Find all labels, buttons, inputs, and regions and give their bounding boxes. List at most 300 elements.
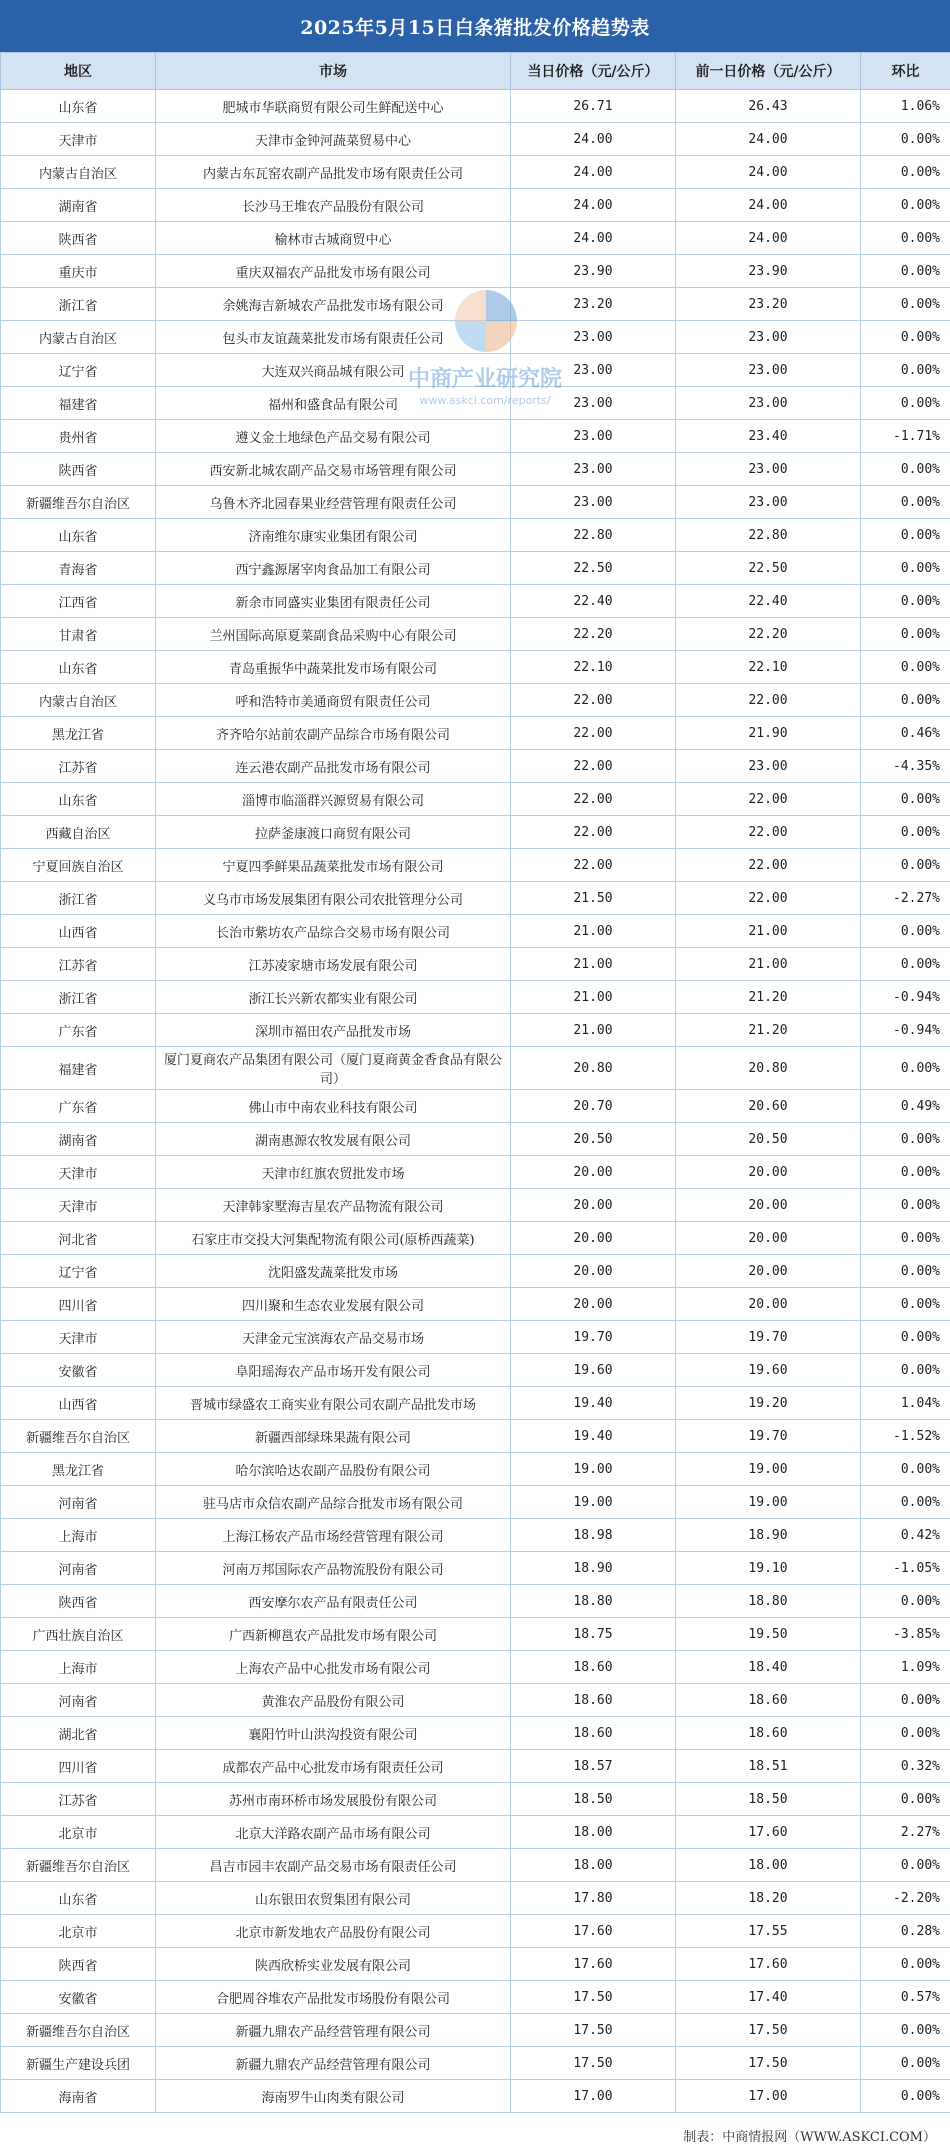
cell-price-today: 17.60 — [511, 1948, 676, 1981]
cell-change: 0.00% — [861, 387, 950, 420]
cell-market: 晋城市绿盛农工商实业有限公司农副产品批发市场 — [156, 1387, 511, 1420]
cell-price-today: 23.00 — [511, 453, 676, 486]
cell-market: 呼和浩特市美通商贸有限责任公司 — [156, 684, 511, 717]
cell-market: 义乌市市场发展集团有限公司农批管理分公司 — [156, 882, 511, 915]
cell-region: 陕西省 — [1, 1585, 156, 1618]
cell-price-previous: 18.00 — [676, 1849, 861, 1882]
table-row — [1, 321, 950, 354]
cell-price-today: 22.50 — [511, 552, 676, 585]
cell-price-previous: 22.00 — [676, 783, 861, 816]
table-row — [1, 354, 950, 387]
cell-price-previous: 24.00 — [676, 156, 861, 189]
cell-price-today: 19.40 — [511, 1387, 676, 1420]
cell-region: 安徽省 — [1, 1981, 156, 2014]
table-row — [1, 1915, 950, 1948]
cell-price-previous: 26.43 — [676, 90, 861, 123]
table-row — [1, 1552, 950, 1585]
cell-change: -1.52% — [861, 1420, 950, 1453]
cell-price-today: 20.00 — [511, 1189, 676, 1222]
cell-price-previous: 18.80 — [676, 1585, 861, 1618]
cell-price-today: 18.50 — [511, 1783, 676, 1816]
cell-change: 0.00% — [861, 1783, 950, 1816]
cell-price-today: 21.50 — [511, 882, 676, 915]
table-row — [1, 1354, 950, 1387]
cell-change: -1.05% — [861, 1552, 950, 1585]
cell-region: 江西省 — [1, 585, 156, 618]
table-row — [1, 1981, 950, 2014]
cell-market: 上海江杨农产品市场经营管理有限公司 — [156, 1519, 511, 1552]
cell-change: 0.00% — [861, 519, 950, 552]
cell-change: 0.00% — [861, 1255, 950, 1288]
cell-price-today: 23.90 — [511, 255, 676, 288]
cell-market: 襄阳竹叶山洪沟投资有限公司 — [156, 1717, 511, 1750]
table-row — [1, 1222, 950, 1255]
table-row — [1, 816, 950, 849]
cell-change: 0.00% — [861, 123, 950, 156]
cell-change: 0.00% — [861, 354, 950, 387]
cell-price-today: 23.00 — [511, 486, 676, 519]
table-row — [1, 1047, 950, 1090]
cell-region: 新疆维吾尔自治区 — [1, 486, 156, 519]
table-row — [1, 255, 950, 288]
cell-price-today: 23.00 — [511, 354, 676, 387]
table-row — [1, 1255, 950, 1288]
cell-region: 甘肃省 — [1, 618, 156, 651]
header-price-previous: 前一日价格（元/公斤） — [676, 53, 861, 90]
table-row — [1, 1288, 950, 1321]
cell-region: 重庆市 — [1, 255, 156, 288]
table-row — [1, 1750, 950, 1783]
cell-market: 新余市同盛实业集团有限责任公司 — [156, 585, 511, 618]
cell-price-today: 18.60 — [511, 1651, 676, 1684]
cell-price-today: 19.60 — [511, 1354, 676, 1387]
cell-price-previous: 18.40 — [676, 1651, 861, 1684]
table-row — [1, 651, 950, 684]
table-row — [1, 123, 950, 156]
cell-price-previous: 18.50 — [676, 1783, 861, 1816]
cell-price-previous: 22.20 — [676, 618, 861, 651]
cell-change: -1.71% — [861, 420, 950, 453]
cell-price-previous: 22.00 — [676, 849, 861, 882]
cell-market: 北京市新发地农产品股份有限公司 — [156, 1915, 511, 1948]
cell-change: -2.20% — [861, 1882, 950, 1915]
cell-price-previous: 19.10 — [676, 1552, 861, 1585]
cell-market: 北京大洋路农副产品市场有限公司 — [156, 1816, 511, 1849]
cell-market: 连云港农副产品批发市场有限公司 — [156, 750, 511, 783]
table-row — [1, 1453, 950, 1486]
cell-change: 0.32% — [861, 1750, 950, 1783]
cell-price-today: 18.60 — [511, 1717, 676, 1750]
cell-region: 北京市 — [1, 1915, 156, 1948]
table-row — [1, 1651, 950, 1684]
cell-market: 四川聚和生态农业发展有限公司 — [156, 1288, 511, 1321]
cell-region: 宁夏回族自治区 — [1, 849, 156, 882]
cell-region: 福建省 — [1, 387, 156, 420]
cell-price-previous: 23.00 — [676, 453, 861, 486]
cell-price-today: 20.00 — [511, 1255, 676, 1288]
cell-change: 0.00% — [861, 1189, 950, 1222]
table-row — [1, 585, 950, 618]
cell-price-previous: 22.00 — [676, 684, 861, 717]
cell-region: 河南省 — [1, 1684, 156, 1717]
cell-price-today: 18.90 — [511, 1552, 676, 1585]
cell-change: 1.09% — [861, 1651, 950, 1684]
cell-price-today: 24.00 — [511, 189, 676, 222]
cell-change: 0.00% — [861, 915, 950, 948]
cell-change: 1.06% — [861, 90, 950, 123]
cell-region: 河南省 — [1, 1486, 156, 1519]
cell-price-previous: 19.00 — [676, 1453, 861, 1486]
cell-price-previous: 18.60 — [676, 1717, 861, 1750]
cell-price-today: 17.50 — [511, 2014, 676, 2047]
cell-change: -2.27% — [861, 882, 950, 915]
cell-market: 西安摩尔农产品有限责任公司 — [156, 1585, 511, 1618]
cell-price-previous: 24.00 — [676, 189, 861, 222]
table-row — [1, 1519, 950, 1552]
cell-change: 0.00% — [861, 288, 950, 321]
cell-region: 江苏省 — [1, 750, 156, 783]
cell-region: 河南省 — [1, 1552, 156, 1585]
cell-price-today: 17.50 — [511, 2047, 676, 2080]
cell-price-previous: 20.80 — [676, 1047, 861, 1090]
cell-price-previous: 17.50 — [676, 2014, 861, 2047]
table-row — [1, 1816, 950, 1849]
cell-market: 宁夏四季鲜果品蔬菜批发市场有限公司 — [156, 849, 511, 882]
cell-price-today: 26.71 — [511, 90, 676, 123]
cell-price-today: 20.80 — [511, 1047, 676, 1090]
cell-price-previous: 17.55 — [676, 1915, 861, 1948]
cell-change: 0.00% — [861, 486, 950, 519]
cell-price-today: 23.00 — [511, 387, 676, 420]
cell-price-today: 22.00 — [511, 684, 676, 717]
price-table — [0, 52, 950, 2113]
cell-price-today: 22.80 — [511, 519, 676, 552]
cell-price-previous: 22.10 — [676, 651, 861, 684]
cell-change: -4.35% — [861, 750, 950, 783]
cell-price-previous: 22.50 — [676, 552, 861, 585]
cell-change: 0.00% — [861, 1684, 950, 1717]
cell-region: 青海省 — [1, 552, 156, 585]
cell-change: 0.00% — [861, 1717, 950, 1750]
cell-market: 浙江长兴新农都实业有限公司 — [156, 981, 511, 1014]
cell-price-previous: 20.00 — [676, 1156, 861, 1189]
cell-region: 新疆生产建设兵团 — [1, 2047, 156, 2080]
cell-market: 合肥周谷堆农产品批发市场股份有限公司 — [156, 1981, 511, 2014]
cell-region: 四川省 — [1, 1288, 156, 1321]
cell-change: 0.00% — [861, 816, 950, 849]
cell-price-today: 22.10 — [511, 651, 676, 684]
cell-change: 0.00% — [861, 684, 950, 717]
table-row — [1, 750, 950, 783]
cell-price-today: 19.70 — [511, 1321, 676, 1354]
cell-change: 0.00% — [861, 2014, 950, 2047]
cell-region: 上海市 — [1, 1651, 156, 1684]
cell-change: 0.00% — [861, 1354, 950, 1387]
cell-change: 0.00% — [861, 1585, 950, 1618]
cell-market: 佛山市中南农业科技有限公司 — [156, 1090, 511, 1123]
cell-price-previous: 20.50 — [676, 1123, 861, 1156]
cell-price-today: 22.00 — [511, 849, 676, 882]
table-row — [1, 222, 950, 255]
cell-market: 厦门夏商农产品集团有限公司（厦门夏商黄金香食品有限公司） — [156, 1047, 511, 1090]
cell-price-previous: 23.90 — [676, 255, 861, 288]
cell-market: 成都农产品中心批发市场有限责任公司 — [156, 1750, 511, 1783]
table-row — [1, 1090, 950, 1123]
cell-price-today: 21.00 — [511, 915, 676, 948]
cell-change: 0.00% — [861, 1123, 950, 1156]
cell-price-today: 20.50 — [511, 1123, 676, 1156]
cell-market: 天津金元宝滨海农产品交易市场 — [156, 1321, 511, 1354]
cell-price-today: 18.00 — [511, 1816, 676, 1849]
cell-price-today: 18.60 — [511, 1684, 676, 1717]
cell-market: 淄博市临淄群兴源贸易有限公司 — [156, 783, 511, 816]
cell-change: 0.00% — [861, 1948, 950, 1981]
cell-change: 0.28% — [861, 1915, 950, 1948]
cell-market: 新疆九鼎农产品经营管理有限公司 — [156, 2014, 511, 2047]
cell-price-previous: 19.00 — [676, 1486, 861, 1519]
cell-market: 肥城市华联商贸有限公司生鲜配送中心 — [156, 90, 511, 123]
cell-price-today: 22.00 — [511, 717, 676, 750]
cell-market: 拉萨釜康渡口商贸有限公司 — [156, 816, 511, 849]
cell-market: 长沙马王堆农产品股份有限公司 — [156, 189, 511, 222]
cell-region: 江苏省 — [1, 1783, 156, 1816]
cell-region: 山东省 — [1, 1882, 156, 1915]
cell-price-previous: 20.00 — [676, 1255, 861, 1288]
cell-price-today: 21.00 — [511, 981, 676, 1014]
cell-price-today: 24.00 — [511, 156, 676, 189]
table-row — [1, 1420, 950, 1453]
cell-region: 天津市 — [1, 1189, 156, 1222]
cell-region: 浙江省 — [1, 288, 156, 321]
cell-region: 贵州省 — [1, 420, 156, 453]
cell-region: 山东省 — [1, 651, 156, 684]
cell-price-today: 23.20 — [511, 288, 676, 321]
cell-market: 福州和盛食品有限公司 — [156, 387, 511, 420]
cell-region: 广西壮族自治区 — [1, 1618, 156, 1651]
table-row — [1, 849, 950, 882]
cell-change: 0.00% — [861, 156, 950, 189]
cell-market: 天津韩家墅海吉星农产品物流有限公司 — [156, 1189, 511, 1222]
cell-change: 0.00% — [861, 585, 950, 618]
cell-price-previous: 21.00 — [676, 915, 861, 948]
cell-market: 湖南惠源农牧发展有限公司 — [156, 1123, 511, 1156]
cell-market: 西安新北城农副产品交易市场管理有限公司 — [156, 453, 511, 486]
table-row — [1, 2047, 950, 2080]
table-title: 2025年5月15日白条猪批发价格趋势表 — [0, 0, 950, 52]
cell-price-today: 20.70 — [511, 1090, 676, 1123]
cell-price-previous: 19.60 — [676, 1354, 861, 1387]
cell-region: 陕西省 — [1, 222, 156, 255]
table-row — [1, 1189, 950, 1222]
cell-price-previous: 21.00 — [676, 948, 861, 981]
cell-market: 石家庄市交投大河集配物流有限公司(原桥西蔬菜) — [156, 1222, 511, 1255]
cell-price-previous: 21.20 — [676, 1014, 861, 1047]
cell-change: 0.57% — [861, 1981, 950, 2014]
cell-price-today: 23.00 — [511, 420, 676, 453]
cell-change: 0.00% — [861, 948, 950, 981]
cell-price-today: 19.00 — [511, 1486, 676, 1519]
cell-price-previous: 20.00 — [676, 1189, 861, 1222]
cell-price-today: 17.50 — [511, 1981, 676, 2014]
cell-change: 0.00% — [861, 453, 950, 486]
cell-market: 大连双兴商品城有限公司 — [156, 354, 511, 387]
cell-region: 福建省 — [1, 1047, 156, 1090]
header-region: 地区 — [1, 53, 156, 90]
cell-change: 0.00% — [861, 1047, 950, 1090]
cell-change: 0.00% — [861, 1849, 950, 1882]
cell-change: 0.00% — [861, 222, 950, 255]
cell-market: 乌鲁木齐北园春果业经营管理有限责任公司 — [156, 486, 511, 519]
header-row — [1, 53, 950, 90]
cell-region: 湖南省 — [1, 189, 156, 222]
cell-region: 新疆维吾尔自治区 — [1, 1849, 156, 1882]
cell-region: 天津市 — [1, 1321, 156, 1354]
cell-price-previous: 20.00 — [676, 1222, 861, 1255]
cell-region: 江苏省 — [1, 948, 156, 981]
cell-change: 0.00% — [861, 651, 950, 684]
cell-region: 广东省 — [1, 1014, 156, 1047]
cell-price-previous: 23.20 — [676, 288, 861, 321]
cell-region: 四川省 — [1, 1750, 156, 1783]
cell-region: 陕西省 — [1, 1948, 156, 1981]
table-row — [1, 519, 950, 552]
cell-price-previous: 23.00 — [676, 321, 861, 354]
table-row — [1, 684, 950, 717]
cell-price-today: 17.00 — [511, 2080, 676, 2113]
watermark-url: www.askci.com/reports/ — [419, 394, 551, 407]
cell-region: 山东省 — [1, 90, 156, 123]
cell-market: 广西新柳邕农产品批发市场有限公司 — [156, 1618, 511, 1651]
cell-region: 天津市 — [1, 123, 156, 156]
cell-price-today: 18.00 — [511, 1849, 676, 1882]
cell-change: -0.94% — [861, 981, 950, 1014]
cell-region: 山东省 — [1, 519, 156, 552]
cell-change: 0.00% — [861, 618, 950, 651]
cell-region: 天津市 — [1, 1156, 156, 1189]
cell-region: 安徽省 — [1, 1354, 156, 1387]
table-row — [1, 717, 950, 750]
cell-change: 0.00% — [861, 255, 950, 288]
cell-market: 长治市紫坊农产品综合交易市场有限公司 — [156, 915, 511, 948]
table-footer: 制表：中商情报网（WWW.ASKCI.COM） — [683, 2130, 936, 2145]
cell-price-today: 22.20 — [511, 618, 676, 651]
cell-price-previous: 19.50 — [676, 1618, 861, 1651]
cell-price-today: 22.00 — [511, 816, 676, 849]
cell-price-today: 23.00 — [511, 321, 676, 354]
cell-change: 0.00% — [861, 1321, 950, 1354]
table-row — [1, 552, 950, 585]
cell-price-previous: 23.40 — [676, 420, 861, 453]
table-row — [1, 1321, 950, 1354]
cell-change: 0.49% — [861, 1090, 950, 1123]
cell-region: 辽宁省 — [1, 354, 156, 387]
table-row — [1, 1618, 950, 1651]
cell-region: 黑龙江省 — [1, 717, 156, 750]
cell-market: 昌吉市园丰农副产品交易市场有限责任公司 — [156, 1849, 511, 1882]
table-row — [1, 1486, 950, 1519]
cell-price-previous: 23.00 — [676, 486, 861, 519]
table-row — [1, 915, 950, 948]
table-row — [1, 1717, 950, 1750]
cell-market: 青岛重振华中蔬菜批发市场有限公司 — [156, 651, 511, 684]
cell-region: 内蒙古自治区 — [1, 684, 156, 717]
cell-price-previous: 18.60 — [676, 1684, 861, 1717]
cell-change: -3.85% — [861, 1618, 950, 1651]
cell-price-today: 18.75 — [511, 1618, 676, 1651]
cell-price-today: 20.00 — [511, 1156, 676, 1189]
cell-price-today: 19.40 — [511, 1420, 676, 1453]
cell-price-today: 17.80 — [511, 1882, 676, 1915]
cell-region: 北京市 — [1, 1816, 156, 1849]
cell-change: 0.00% — [861, 321, 950, 354]
cell-region: 西藏自治区 — [1, 816, 156, 849]
cell-market: 阜阳瑶海农产品市场开发有限公司 — [156, 1354, 511, 1387]
cell-region: 浙江省 — [1, 882, 156, 915]
table-row — [1, 1882, 950, 1915]
cell-price-previous: 19.20 — [676, 1387, 861, 1420]
cell-change: 0.00% — [861, 1222, 950, 1255]
cell-market: 黄淮农产品股份有限公司 — [156, 1684, 511, 1717]
cell-region: 黑龙江省 — [1, 1453, 156, 1486]
cell-price-previous: 19.70 — [676, 1321, 861, 1354]
cell-change: 0.00% — [861, 849, 950, 882]
cell-change: 0.42% — [861, 1519, 950, 1552]
cell-price-previous: 24.00 — [676, 123, 861, 156]
table-row — [1, 90, 950, 123]
cell-region: 海南省 — [1, 2080, 156, 2113]
cell-region: 河北省 — [1, 1222, 156, 1255]
table-row — [1, 1585, 950, 1618]
cell-price-previous: 22.80 — [676, 519, 861, 552]
cell-price-previous: 23.00 — [676, 387, 861, 420]
table-row — [1, 1948, 950, 1981]
cell-market: 沈阳盛发蔬菜批发市场 — [156, 1255, 511, 1288]
table-row — [1, 1849, 950, 1882]
cell-market: 新疆西部绿珠果蔬有限公司 — [156, 1420, 511, 1453]
cell-market: 重庆双福农产品批发市场有限公司 — [156, 255, 511, 288]
cell-market: 包头市友谊蔬菜批发市场有限责任公司 — [156, 321, 511, 354]
cell-price-today: 21.00 — [511, 948, 676, 981]
cell-region: 山西省 — [1, 1387, 156, 1420]
cell-market: 济南维尔康实业集团有限公司 — [156, 519, 511, 552]
cell-change: 0.00% — [861, 552, 950, 585]
cell-region: 广东省 — [1, 1090, 156, 1123]
cell-change: 0.00% — [861, 2047, 950, 2080]
table-row — [1, 882, 950, 915]
table-row — [1, 1783, 950, 1816]
cell-price-previous: 19.70 — [676, 1420, 861, 1453]
cell-change: 0.00% — [861, 1486, 950, 1519]
cell-region: 湖北省 — [1, 1717, 156, 1750]
cell-price-today: 17.60 — [511, 1915, 676, 1948]
cell-price-previous: 17.40 — [676, 1981, 861, 2014]
cell-price-previous: 24.00 — [676, 222, 861, 255]
cell-price-previous: 17.60 — [676, 1816, 861, 1849]
header-market: 市场 — [156, 53, 511, 90]
cell-price-previous: 22.40 — [676, 585, 861, 618]
cell-price-previous: 21.90 — [676, 717, 861, 750]
table-row — [1, 453, 950, 486]
cell-market: 榆林市古城商贸中心 — [156, 222, 511, 255]
table-row — [1, 2014, 950, 2047]
cell-region: 新疆维吾尔自治区 — [1, 2014, 156, 2047]
cell-price-previous: 20.00 — [676, 1288, 861, 1321]
cell-price-previous: 17.50 — [676, 2047, 861, 2080]
cell-market: 河南万邦国际农产品物流股份有限公司 — [156, 1552, 511, 1585]
table-row — [1, 948, 950, 981]
header-change: 环比 — [861, 53, 950, 90]
cell-change: 0.46% — [861, 717, 950, 750]
